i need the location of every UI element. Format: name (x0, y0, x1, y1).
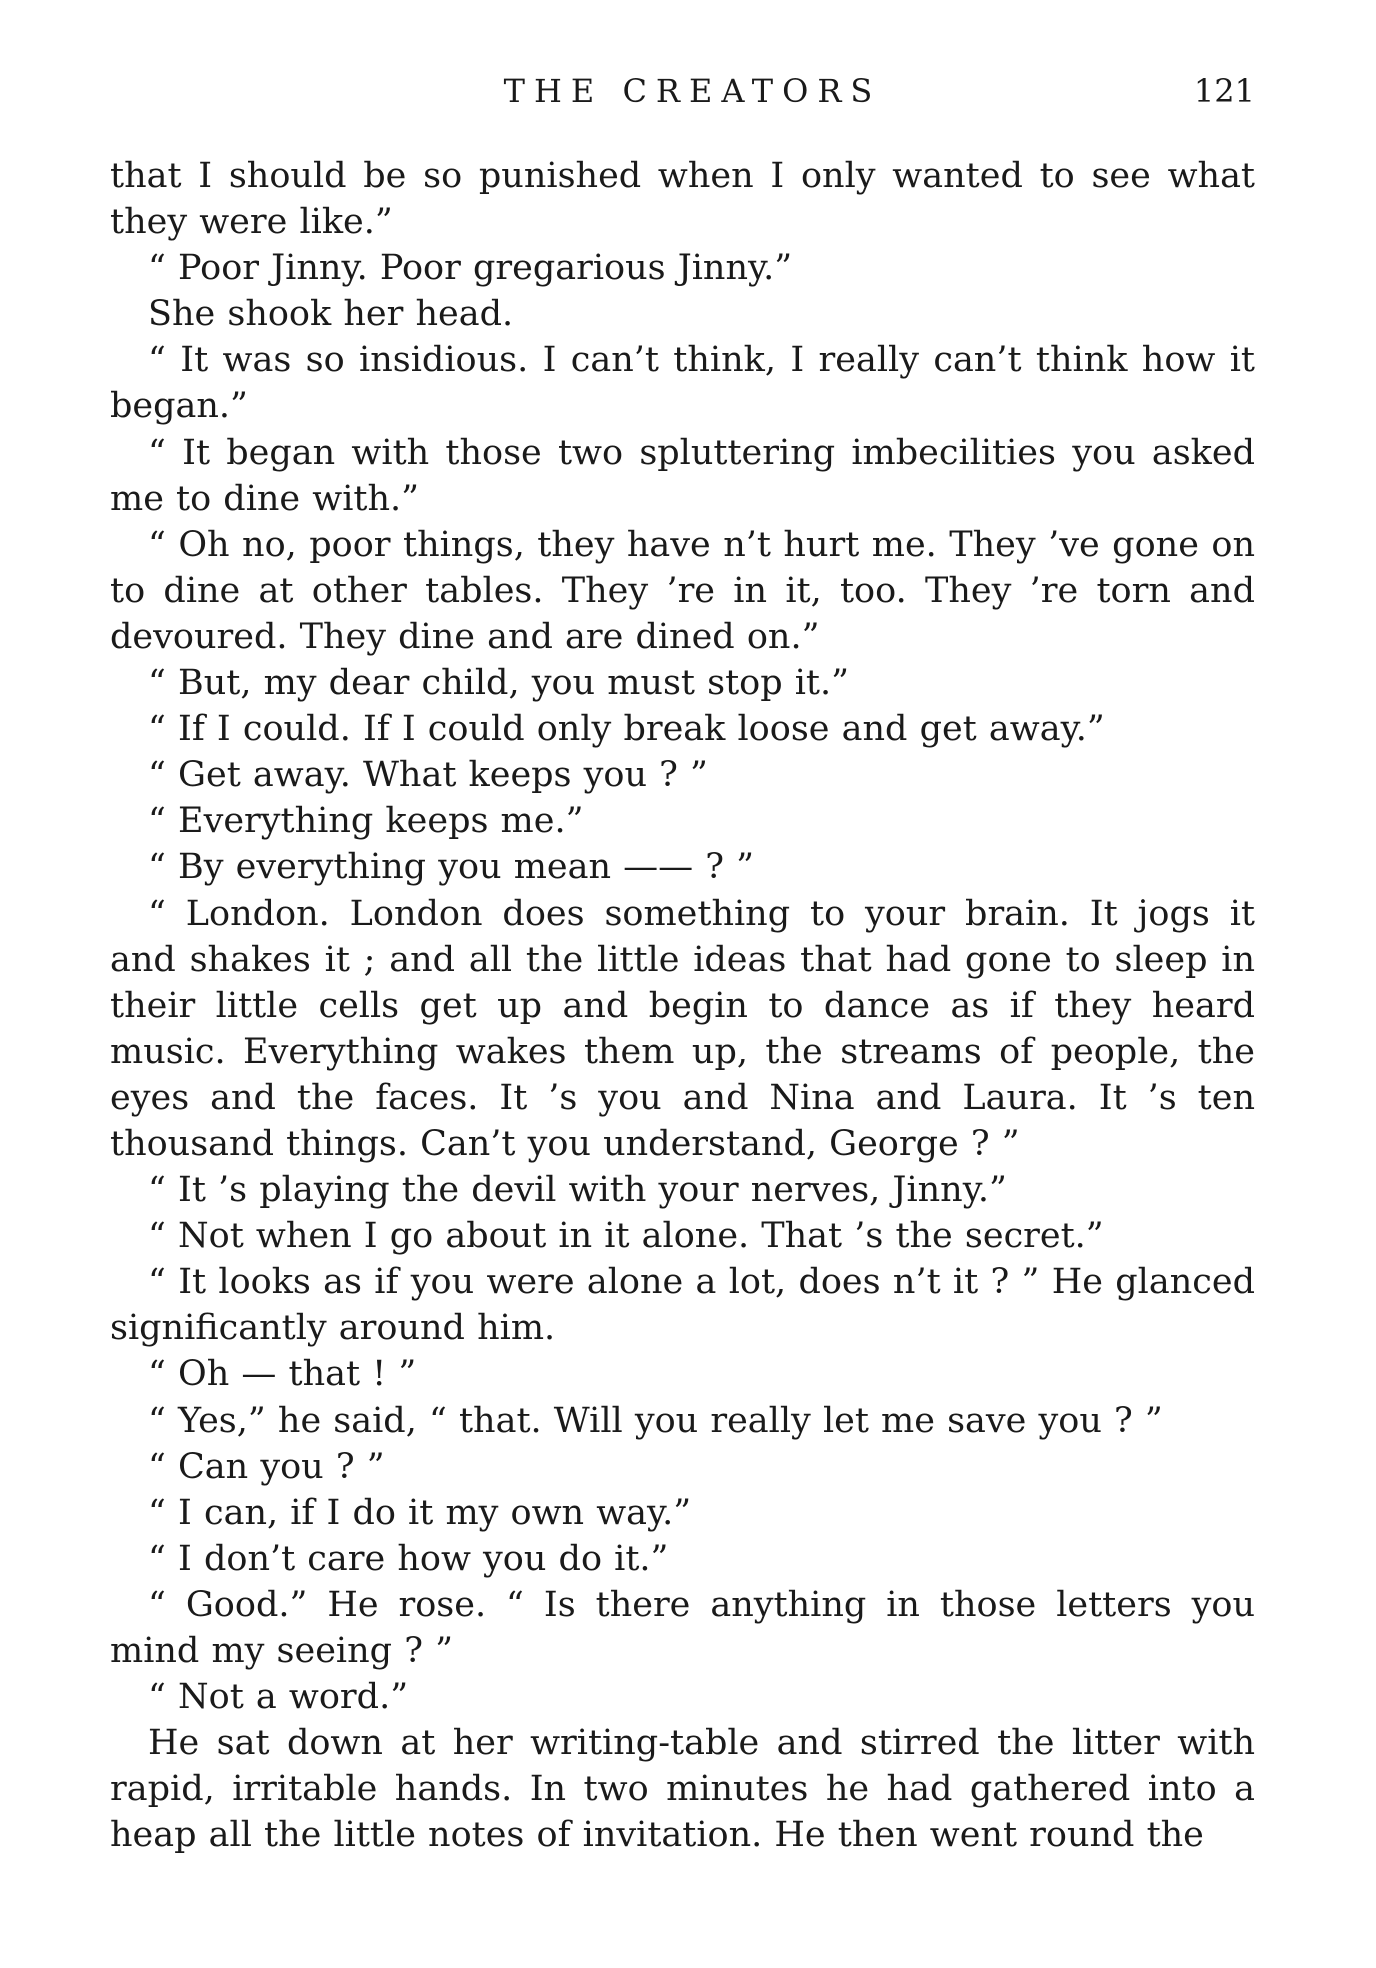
paragraph: “ Not when I go about in it alone. That ’s the secret.” (148, 1216, 1104, 1257)
paragraph: “ But, my dear child, you must stop it.” (148, 663, 850, 704)
paragraph: “ London. London does something to your brain. It jogs it and shakes it ; and all the little ideas that had gone to sleep in their little cells get up and begin to dance as if they heard music. Everything wakes them up, the streams of people, the eyes and the faces. It ’s you and Nina and Laura. It ’s ten thousand things. Can’t you understand, George ? ” (110, 893, 1255, 1164)
paragraph: “ It was so insidious. I can’t think, I really can’t think how it began.” (110, 340, 1255, 427)
paragraph: “ By everything you mean —— ? ” (148, 847, 755, 888)
paragraph: “ It looks as if you were alone a lot, does n’t it ? ” He glanced significantly around him. (110, 1262, 1255, 1349)
paragraph: “ Poor Jinny. Poor gregarious Jinny.” (148, 248, 793, 289)
paragraph: “ Get away. What keeps you ? ” (148, 755, 708, 796)
paragraph: “ I can, if I do it my own way.” (148, 1492, 692, 1533)
paragraph: “ Not a word.” (148, 1677, 409, 1718)
paragraph: “ Everything keeps me.” (148, 801, 584, 842)
paragraph: “ If I could. If I could only break loose and get away.” (148, 709, 1105, 750)
paragraph: “ Good.” He rose. “ Is there anything in those letters you mind my seeing ? ” (110, 1584, 1255, 1671)
body-text (110, 153, 1255, 1858)
paragraph: that I should be so punished when I only wanted to see what they were like.” (110, 156, 1255, 243)
page-header (110, 66, 1255, 116)
paragraph: “ Oh no, poor things, they have n’t hurt me. They ’ve gone on to dine at other tables. They ’re in it, too. They ’re torn and devoured. They dine and are dined on.” (110, 524, 1255, 657)
paragraph: “ Yes,” he said, “ that. Will you really let me save you ? ” (148, 1400, 1163, 1441)
running-title: THE CREATORS (503, 72, 882, 110)
paragraph: “ It began with those two spluttering imbecilities you asked me to dine with.” (110, 432, 1255, 519)
paragraph: She shook her head. (148, 294, 514, 335)
paragraph: “ Oh — that ! ” (148, 1354, 417, 1395)
paragraph: He sat down at her writing-table and stirred the litter with rapid, irritable hands. In two minutes he had gathered into a heap all the little notes of invitation. He then went round the (110, 1723, 1255, 1856)
paragraph: “ Can you ? ” (148, 1446, 385, 1487)
page-number: 121 (1193, 72, 1255, 110)
paragraph: “ It ’s playing the devil with your nerves, Jinny.” (148, 1170, 1007, 1211)
paragraph: “ I don’t care how you do it.” (148, 1538, 669, 1579)
